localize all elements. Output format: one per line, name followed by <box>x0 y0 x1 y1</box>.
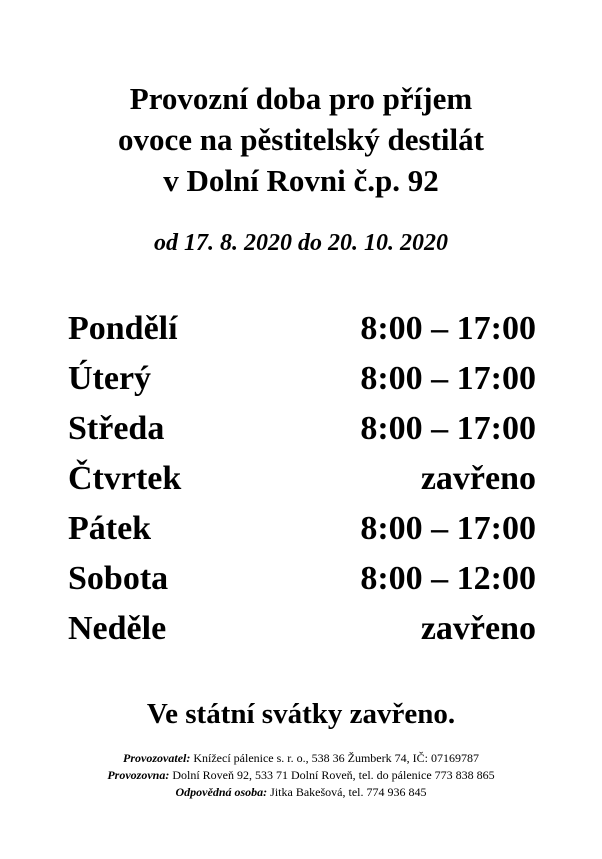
day-name: Úterý <box>68 360 152 397</box>
day-name: Středa <box>68 410 165 447</box>
site-value: Dolní Roveň 92, 533 71 Dolní Roveň, tel. do pálenice 773 838 865 <box>172 768 495 782</box>
holiday-notice: Ve státní svátky zavřeno. <box>146 698 456 730</box>
hours-row-thursday <box>68 454 536 504</box>
day-hours: 8:00 – 17:00 <box>360 410 536 447</box>
title-line-1: Provozní doba pro příjem <box>129 81 473 116</box>
hours-row-saturday <box>68 554 536 604</box>
hours-row-tuesday <box>68 354 536 404</box>
day-hours: zavřeno <box>420 610 536 647</box>
footer-operator-line <box>0 750 602 767</box>
footer-site-line <box>0 767 602 784</box>
footer-info <box>0 750 602 801</box>
day-hours: 8:00 – 17:00 <box>360 510 536 547</box>
day-hours: 8:00 – 17:00 <box>360 310 536 347</box>
day-name: Neděle <box>68 610 167 647</box>
operator-value: Knížecí pálenice s. r. o., 538 36 Žumberk 74, IČ: 07169787 <box>193 751 479 765</box>
day-hours: zavřeno <box>420 460 536 497</box>
day-hours: 8:00 – 17:00 <box>360 360 536 397</box>
day-hours: 8:00 – 12:00 <box>360 560 536 597</box>
title-line-2: ovoce na pěstitelský destilát <box>118 122 484 157</box>
validity-period: od 17. 8. 2020 do 20. 10. 2020 <box>154 230 448 256</box>
hours-row-monday <box>68 304 536 354</box>
hours-row-friday <box>68 504 536 554</box>
day-name: Sobota <box>68 560 169 597</box>
footer-contact-line <box>0 784 602 801</box>
title-line-3: v Dolní Rovni č.p. 92 <box>163 163 439 198</box>
contact-value: Jitka Bakešová, tel. 774 936 845 <box>270 785 427 799</box>
hours-row-wednesday <box>68 404 536 454</box>
opening-hours-table <box>68 304 536 654</box>
hours-row-sunday <box>68 604 536 654</box>
site-label: Provozovna: <box>107 768 170 782</box>
contact-label: Odpovědná osoba: <box>175 785 268 799</box>
day-name: Pátek <box>68 510 152 547</box>
day-name: Čtvrtek <box>68 460 182 497</box>
operator-label: Provozovatel: <box>123 751 191 765</box>
page-title <box>0 78 602 201</box>
day-name: Pondělí <box>68 310 178 347</box>
